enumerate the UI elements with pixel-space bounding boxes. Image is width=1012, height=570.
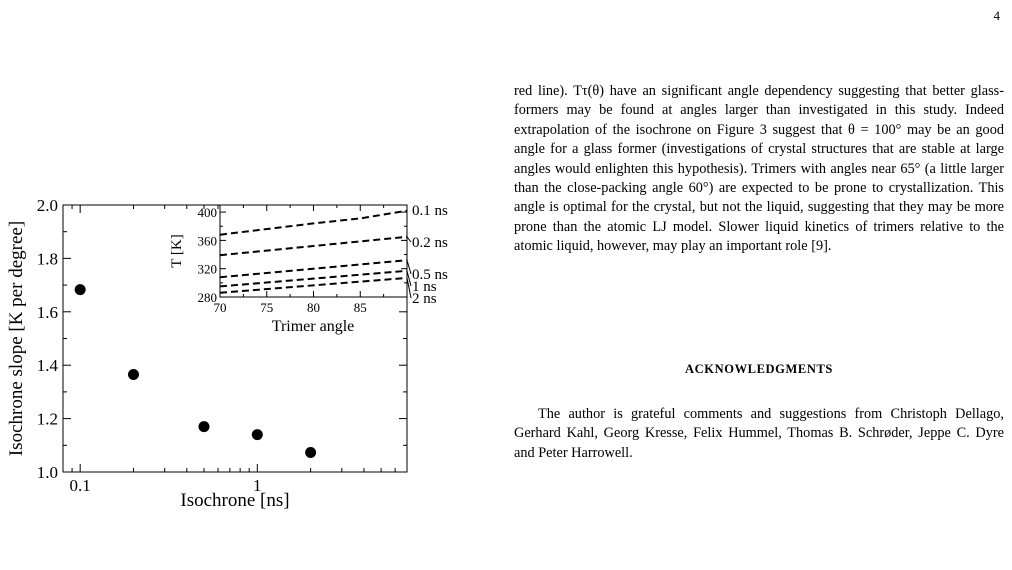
inset-x-tick-label: 75 [260,300,274,315]
inset-series-labels [407,203,448,307]
data-point [198,421,209,432]
y-tick-label: 1.0 [36,463,58,482]
inset-y-tick-label: 320 [197,261,217,277]
inset-series-label: 0.5 ns [412,267,448,283]
inset-x-tick-label: 80 [307,300,320,315]
x-tick-label: 0.1 [69,476,91,495]
body-paragraph: red line). Tτ(θ) have an significant angle dependency suggesting that better glass-formers may be found at angles larger than investigated in this study. Indeed extrapolation of the isochrone on Figure 3 suggest that θ = 100° may be an good angle for a glass former (investigations of crystal structures that are stable at large angles would enlighten this hypothesis). Trimers with angles near 65° (a little larger than the close-packing angle 60°) are expected to be prone to crystallization. This angle is optimal for the crystal, but not the liquid, suggesting that they may be more prone than the atomic LJ model. Slower liquid kinetics of trimers relative to the atomic liquid, however, may play an important role [9]. [514,83,1004,255]
inset-plot [169,203,448,335]
inset-series-leader [407,278,411,298]
acknowledgment-block [514,405,1004,498]
figure-isochrone-slope [0,190,470,550]
inset-x-tick-label: 70 [213,300,227,315]
inset-series-leader [407,237,411,242]
inset-x-tick-labels [214,300,367,315]
inset-y-tick-label: 280 [197,290,217,305]
inset-y-tick-label: 400 [197,205,217,221]
data-point [128,369,139,380]
y-axis-title: Isochrone slope [K per degree] [6,220,27,457]
x-tick-label: 1 [253,476,262,495]
inset-series-label: 1 ns [412,279,437,295]
main-y-tick-labels [37,196,59,482]
y-tick-label: 1.8 [36,249,58,269]
data-point [252,429,263,440]
inset-y-tick-label: 360 [197,233,217,249]
page-number: 4 [993,8,1000,23]
data-point [75,284,86,295]
inset-x-axis-title: Trimer angle [271,318,355,335]
section-heading-acknowledgments: ACKNOWLEDGMENTS [685,362,833,376]
y-tick-label: 1.6 [36,302,58,322]
right-column [514,82,1004,461]
inset-series-label: 0.2 ns [412,235,448,251]
y-tick-label: 2.0 [36,196,58,215]
acknowledgment-paragraph: The author is grateful comments and suggestions from Christoph Dellago, Gerhard Kahl, Georg Kresse, Felix Hummel, Thomas B. Schrøder, Jeppe C. Dyre and Peter Harrowell. [514,406,1004,461]
inset-series-label: 2 ns [412,291,437,307]
inset-y-axis-title: T [K] [169,234,185,268]
inset-x-tick-label: 85 [353,300,367,315]
inset-series-label: 0.1 ns [412,203,448,219]
data-point [305,447,316,458]
main-data-points [75,284,316,458]
y-tick-label: 1.4 [36,356,58,376]
inset-y-tick-labels [198,205,218,305]
y-tick-label: 1.2 [36,409,58,429]
x-axis-title: Isochrone [ns] [180,490,290,511]
